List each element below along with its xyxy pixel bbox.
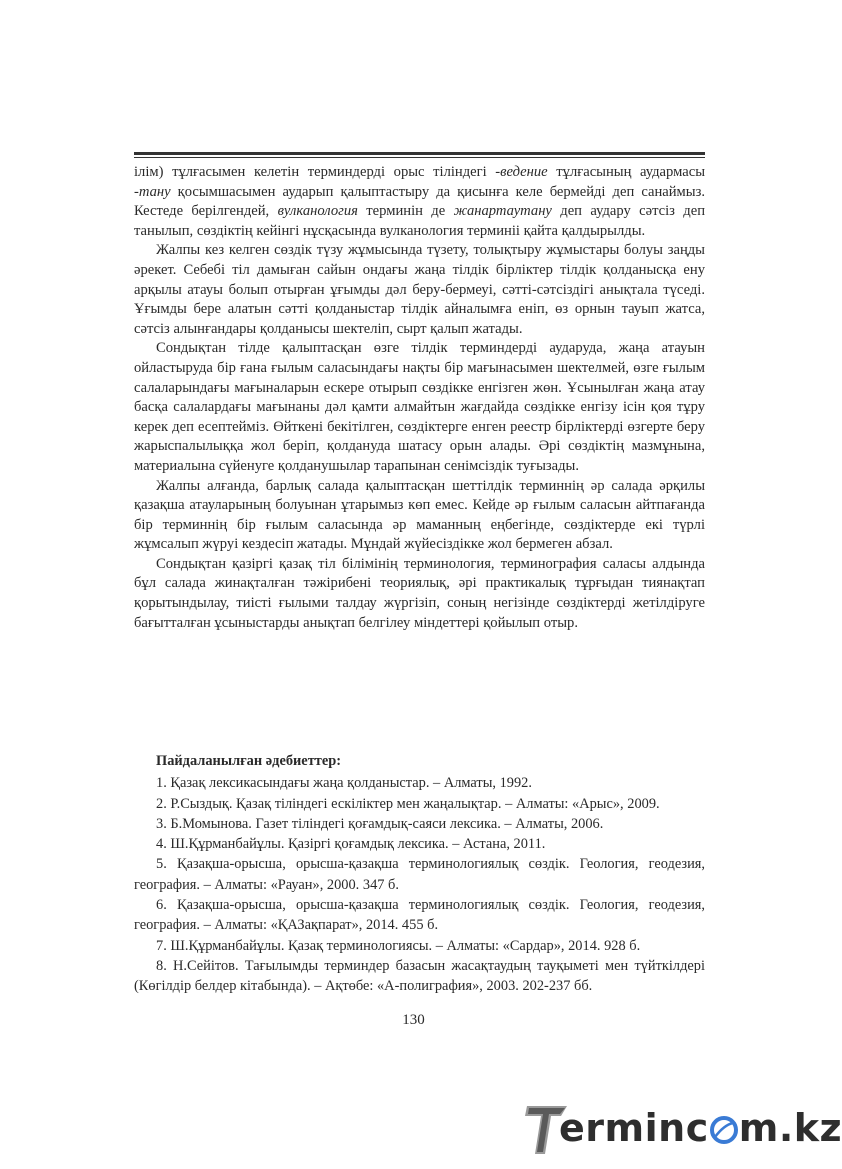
text-run: деп аудару сәтсіз деп танылып, сөздіктің кейінгі нұсқасында вулканология терминіі қайта қалдырылды. [134, 203, 706, 239]
reference-item: 1. Қазақ лексикасындағы жаңа қолданыстар. – Алматы, 1992. [156, 775, 532, 792]
text-run: терминін де [357, 203, 454, 220]
article-body [134, 163, 705, 633]
termincom-watermark-logo [525, 1096, 842, 1158]
body-paragraph [134, 477, 705, 555]
references-title: Пайдаланылған әдебиеттер: [156, 753, 342, 769]
text-run: қосымшасымен аударып қалыптастыру да қисынға келе бермейді деп санаймыз. Кестеде берілгендей, [134, 183, 705, 220]
reference-item: 2. Р.Сыздық. Қазақ тіліндегі ескіліктер мен жаңалықтар. – Алматы: «Арыс», 2009. [156, 795, 660, 812]
header-rule-thin [134, 157, 705, 158]
reference-item: 4. Ш.Құрманбайұлы. Қазіргі қоғамдық лексика. – Астана, 2011. [156, 836, 546, 853]
italic-term: -ведение [495, 164, 548, 180]
body-paragraph [134, 241, 705, 339]
logo-globe-icon [709, 1115, 739, 1145]
italic-term: -тану [134, 183, 171, 200]
header-rule-thick [134, 152, 705, 155]
body-paragraph [134, 555, 705, 633]
body-paragraph [134, 163, 705, 241]
reference-item: 7. Ш.Құрманбайұлы. Қазақ терминологиясы. – Алматы: «Сардар», 2014. 928 б. [156, 937, 641, 954]
reference-item: 8. Н.Сейітов. Тағылымды терминдер базасын жасақтаудың тауқыметі мен түйткілдері (Көгілдір белдер кітабында). – Ақтөбе: «А-полиграфия», 2003. 202-237 бб. [134, 957, 705, 995]
italic-term: вулканология [277, 203, 358, 220]
text-run: Жалпы алғанда, барлық салада қалыптасқан шеттілдік терминнің әр салада әрқилы қазақша атауларының болуынан ұтарымыз көп емес. Кейде әр ғылым саласын айтпағанда бір терминнің бір ғылым саласында әр маманның еңбегінде, сөздіктерде екі түрлі жұмсалып жүруі кездесіп жатады. Мұндай жүйесіздікке жол бермеген абзал. [134, 477, 705, 553]
body-paragraph [134, 339, 705, 476]
text-run: тұлғасының аудармасы [547, 164, 705, 180]
text-run: ілім) тұлғасымен келетін терминдерді орыс тіліндегі [134, 164, 496, 180]
text-run: Сондықтан тілде қалыптасқан өзге тілдік терминдерді аударуда, жаңа атауын ойластыруда бір ғана ғылым саласындағы нақты бір мағынасымен шектелмей, өзге ғылым салаларындағы мағыналарын ескере отырып сөздікке енгізген жөн. Ұсынылған жаңа атау басқа салалардағы мағынаны дәл қамти алмайтын жағдайда сөздікке енгізу ісін қоя тұру керек деп есептейміз. Өйткені бекітілген, сөздіктерге енген реестр бірліктерді өзгерте беру жарыспалылыққа жол беріп, қолдануда шатасу орын алады. Әрі сөздіктің мазмұнына, материалына сүйенуге қолданушылар тарапынан сенімсіздік туғызады. [134, 340, 705, 474]
reference-item: 6. Қазақша-орысша, орысша-қазақша терминологиялық сөздік. Геология, геодезия, география. – Алматы: «ҚАЗақпарат», 2014. 455 б. [134, 897, 705, 934]
reference-item: 5. Қазақша-орысша, орысша-қазақша терминологиялық сөздік. Геология, геодезия, география. – Алматы: «Рауан», 2000. 347 б. [134, 856, 705, 893]
references-section [134, 751, 705, 997]
text-run: Жалпы кез келген сөздік түзу жұмысында түзету, толықтыру жұмыстары болуы заңды әрекет. Себебі тіл дамыған сайын ондағы жаңа тілдік бірліктер тілдік қолданысқа ену арқылы атауы болып отырған ұғымды дәл беру-бермеуі, сәтті-сәтсіздігі анықтала түседі. Ұғымды бере алатын сәтті қолданыстар тілдік айналымға еніп, өз орнын тауып жатса, сәтсіз алынғандары қолданысы шектеліп, сырт қалып жатады. [134, 242, 705, 337]
watermark-text: erminc m.kz [559, 1106, 842, 1150]
italic-term: жанартаутану [453, 203, 552, 220]
page-number: 130 [402, 1012, 425, 1028]
text-run: Сондықтан қазіргі қазақ тіл білімінің терминология, терминография саласы алдында бұл салада жинақталған тәжірибені теориялық, әрі практикалық тұрғыдан тиянақтап қорытындылау, тиісті ғылыми талдау жүргізіп, соның негізінде сөздіктерді жетілдіруге бағытталған ұсыныстарды анықтап белгілеу міндеттері қойылып отыр. [134, 555, 705, 631]
reference-item: 3. Б.Момынова. Газет тіліндегі қоғамдық-саяси лексика. – Алматы, 2006. [156, 815, 604, 832]
